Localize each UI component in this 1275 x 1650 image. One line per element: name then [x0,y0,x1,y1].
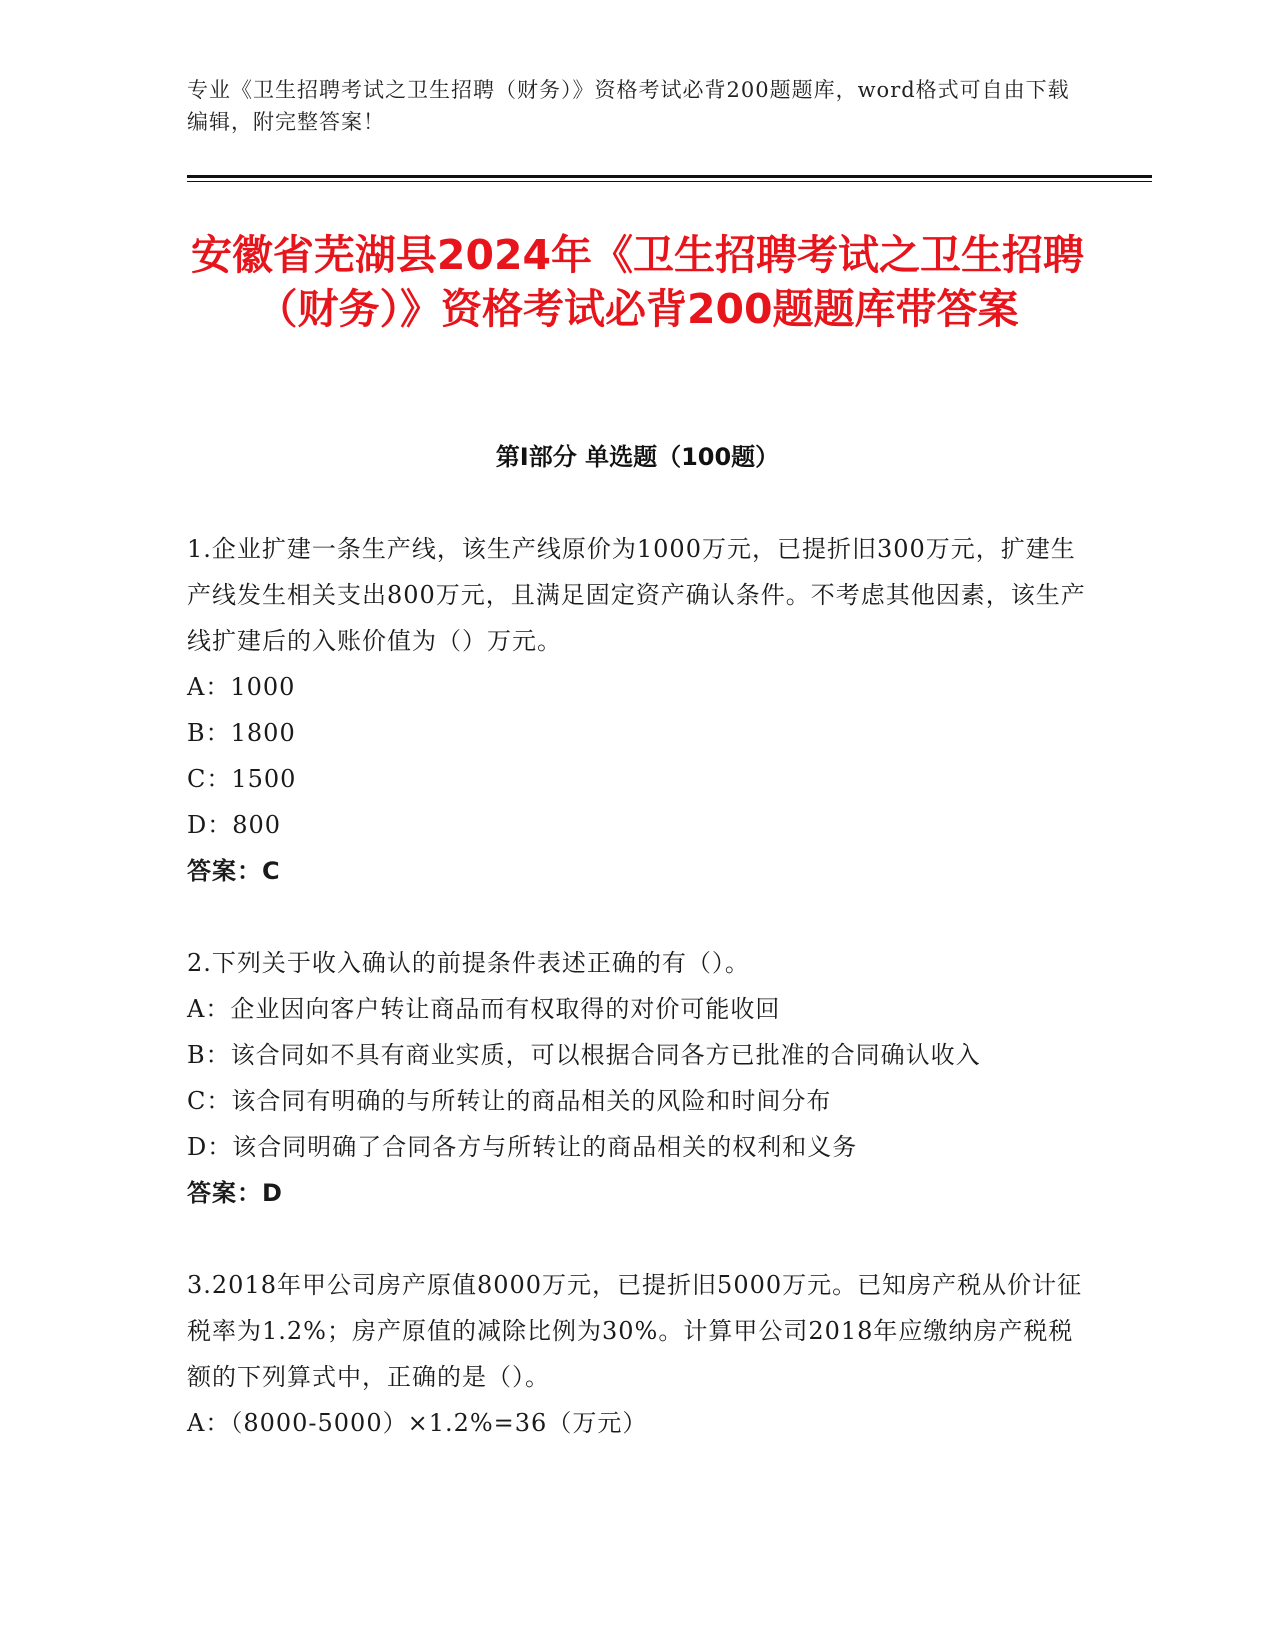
answer: 答案：D [187,1179,283,1207]
question-stem: 2.下列关于收入确认的前提条件表述正确的有（）。 [187,949,750,977]
question-list [187,526,1087,1492]
document-title: 安徽省芜湖县2024年《卫生招聘考试之卫生招聘（财务）》资格考试必背200题题库带答案 [190,231,1085,333]
option-a: A：1000 [187,673,296,701]
option-c: C：1500 [187,765,297,793]
question-1 [187,526,1087,894]
question-stem: 3.2018年甲公司房产原值8000万元，已提折旧5000万元。已知房产税从价计征税率为1.2%；房产原值的减除比例为30%。计算甲公司2018年应缴纳房产税税额的下列算式中，正确的是（）。 [187,1271,1083,1391]
header-rule-thin [187,181,1152,182]
option-a: A：（8000-5000）×1.2%=36（万元） [187,1409,648,1437]
option-a: A：企业因向客户转让商品而有权取得的对价可能收回 [187,995,781,1023]
option-b: B：1800 [187,719,296,747]
question-stem: 1.企业扩建一条生产线，该生产线原价为1000万元，已提折旧300万元，扩建生产线发生相关支出800万元，且满足固定资产确认条件。不考虑其他因素，该生产线扩建后的入账价值为（）万元。 [187,535,1086,655]
header-note: 专业《卫生招聘考试之卫生招聘（财务）》资格考试必背200题题库，word格式可自由下载编辑，附完整答案！ [187,78,1070,134]
question-3 [187,1262,1087,1446]
section-title: 第I部分 单选题（100题） [495,443,780,471]
option-c: C：该合同有明确的与所转让的商品相关的风险和时间分布 [187,1087,832,1115]
option-d: D：该合同明确了合同各方与所转让的商品相关的权利和义务 [187,1133,858,1161]
header-rule-thick [187,175,1152,178]
question-2 [187,940,1087,1216]
option-b: B：该合同如不具有商业实质，可以根据合同各方已批准的合同确认收入 [187,1041,981,1069]
answer: 答案：C [187,857,281,885]
option-d: D：800 [187,811,282,839]
